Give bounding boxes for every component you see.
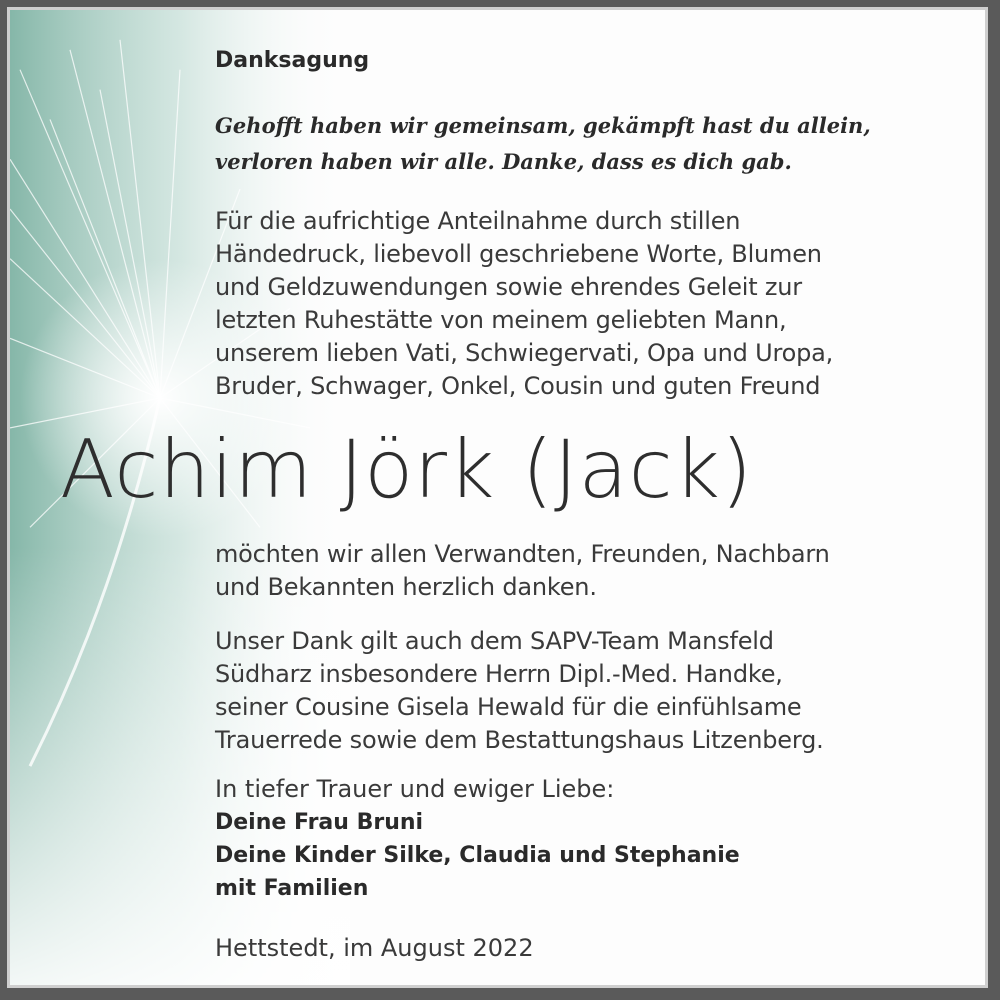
notice-card	[7, 7, 988, 988]
signoff-name: mit Familien	[215, 876, 369, 901]
signoff-line: In tiefer Trauer und ewiger Liebe:	[215, 775, 615, 803]
intro-line: und Geldzuwendungen sowie ehrendes Geleit zur	[215, 273, 802, 301]
intro-line: unserem lieben Vati, Schwiegervati, Opa und Uropa,	[215, 339, 834, 367]
special-thanks-line: seiner Cousine Gisela Hewald für die einfühlsame	[215, 693, 802, 721]
signoff-name: Deine Kinder Silke, Claudia und Stephanie	[215, 843, 740, 868]
special-thanks-paragraph	[215, 625, 975, 757]
motto-quote	[215, 108, 975, 180]
special-thanks-line: Unser Dank gilt auch dem SAPV-Team Mansfeld	[215, 627, 774, 655]
motto-line: Gehofft haben wir gemeinsam, gekämpft hast du allein,	[215, 113, 871, 138]
special-thanks-line: Südharz insbesondere Herrn Dipl.-Med. Handke,	[215, 660, 783, 688]
signoff	[215, 773, 975, 905]
intro-line: Händedruck, liebevoll geschriebene Worte, Blumen	[215, 240, 822, 268]
heading: Danksagung	[215, 48, 370, 73]
special-thanks-line: Trauerrede sowie dem Bestattungshaus Litzenberg.	[215, 726, 824, 754]
deceased-name: Achim Jörk (Jack)	[60, 423, 754, 516]
thanks-line: möchten wir allen Verwandten, Freunden, Nachbarn	[215, 540, 830, 568]
intro-paragraph	[215, 205, 975, 403]
intro-line: Bruder, Schwager, Onkel, Cousin und guten Freund	[215, 372, 821, 400]
intro-line: letzten Ruhestätte von meinem geliebten Mann,	[215, 306, 787, 334]
motto-line: verloren haben wir alle. Danke, dass es dich gab.	[215, 149, 792, 174]
intro-line: Für die aufrichtige Anteilnahme durch stillen	[215, 207, 741, 235]
thanks-line: und Bekannten herzlich danken.	[215, 573, 597, 601]
notice-text	[10, 10, 985, 985]
place-date: Hettstedt, im August 2022	[215, 934, 534, 962]
signoff-name: Deine Frau Bruni	[215, 810, 424, 835]
thanks-paragraph	[215, 538, 975, 604]
